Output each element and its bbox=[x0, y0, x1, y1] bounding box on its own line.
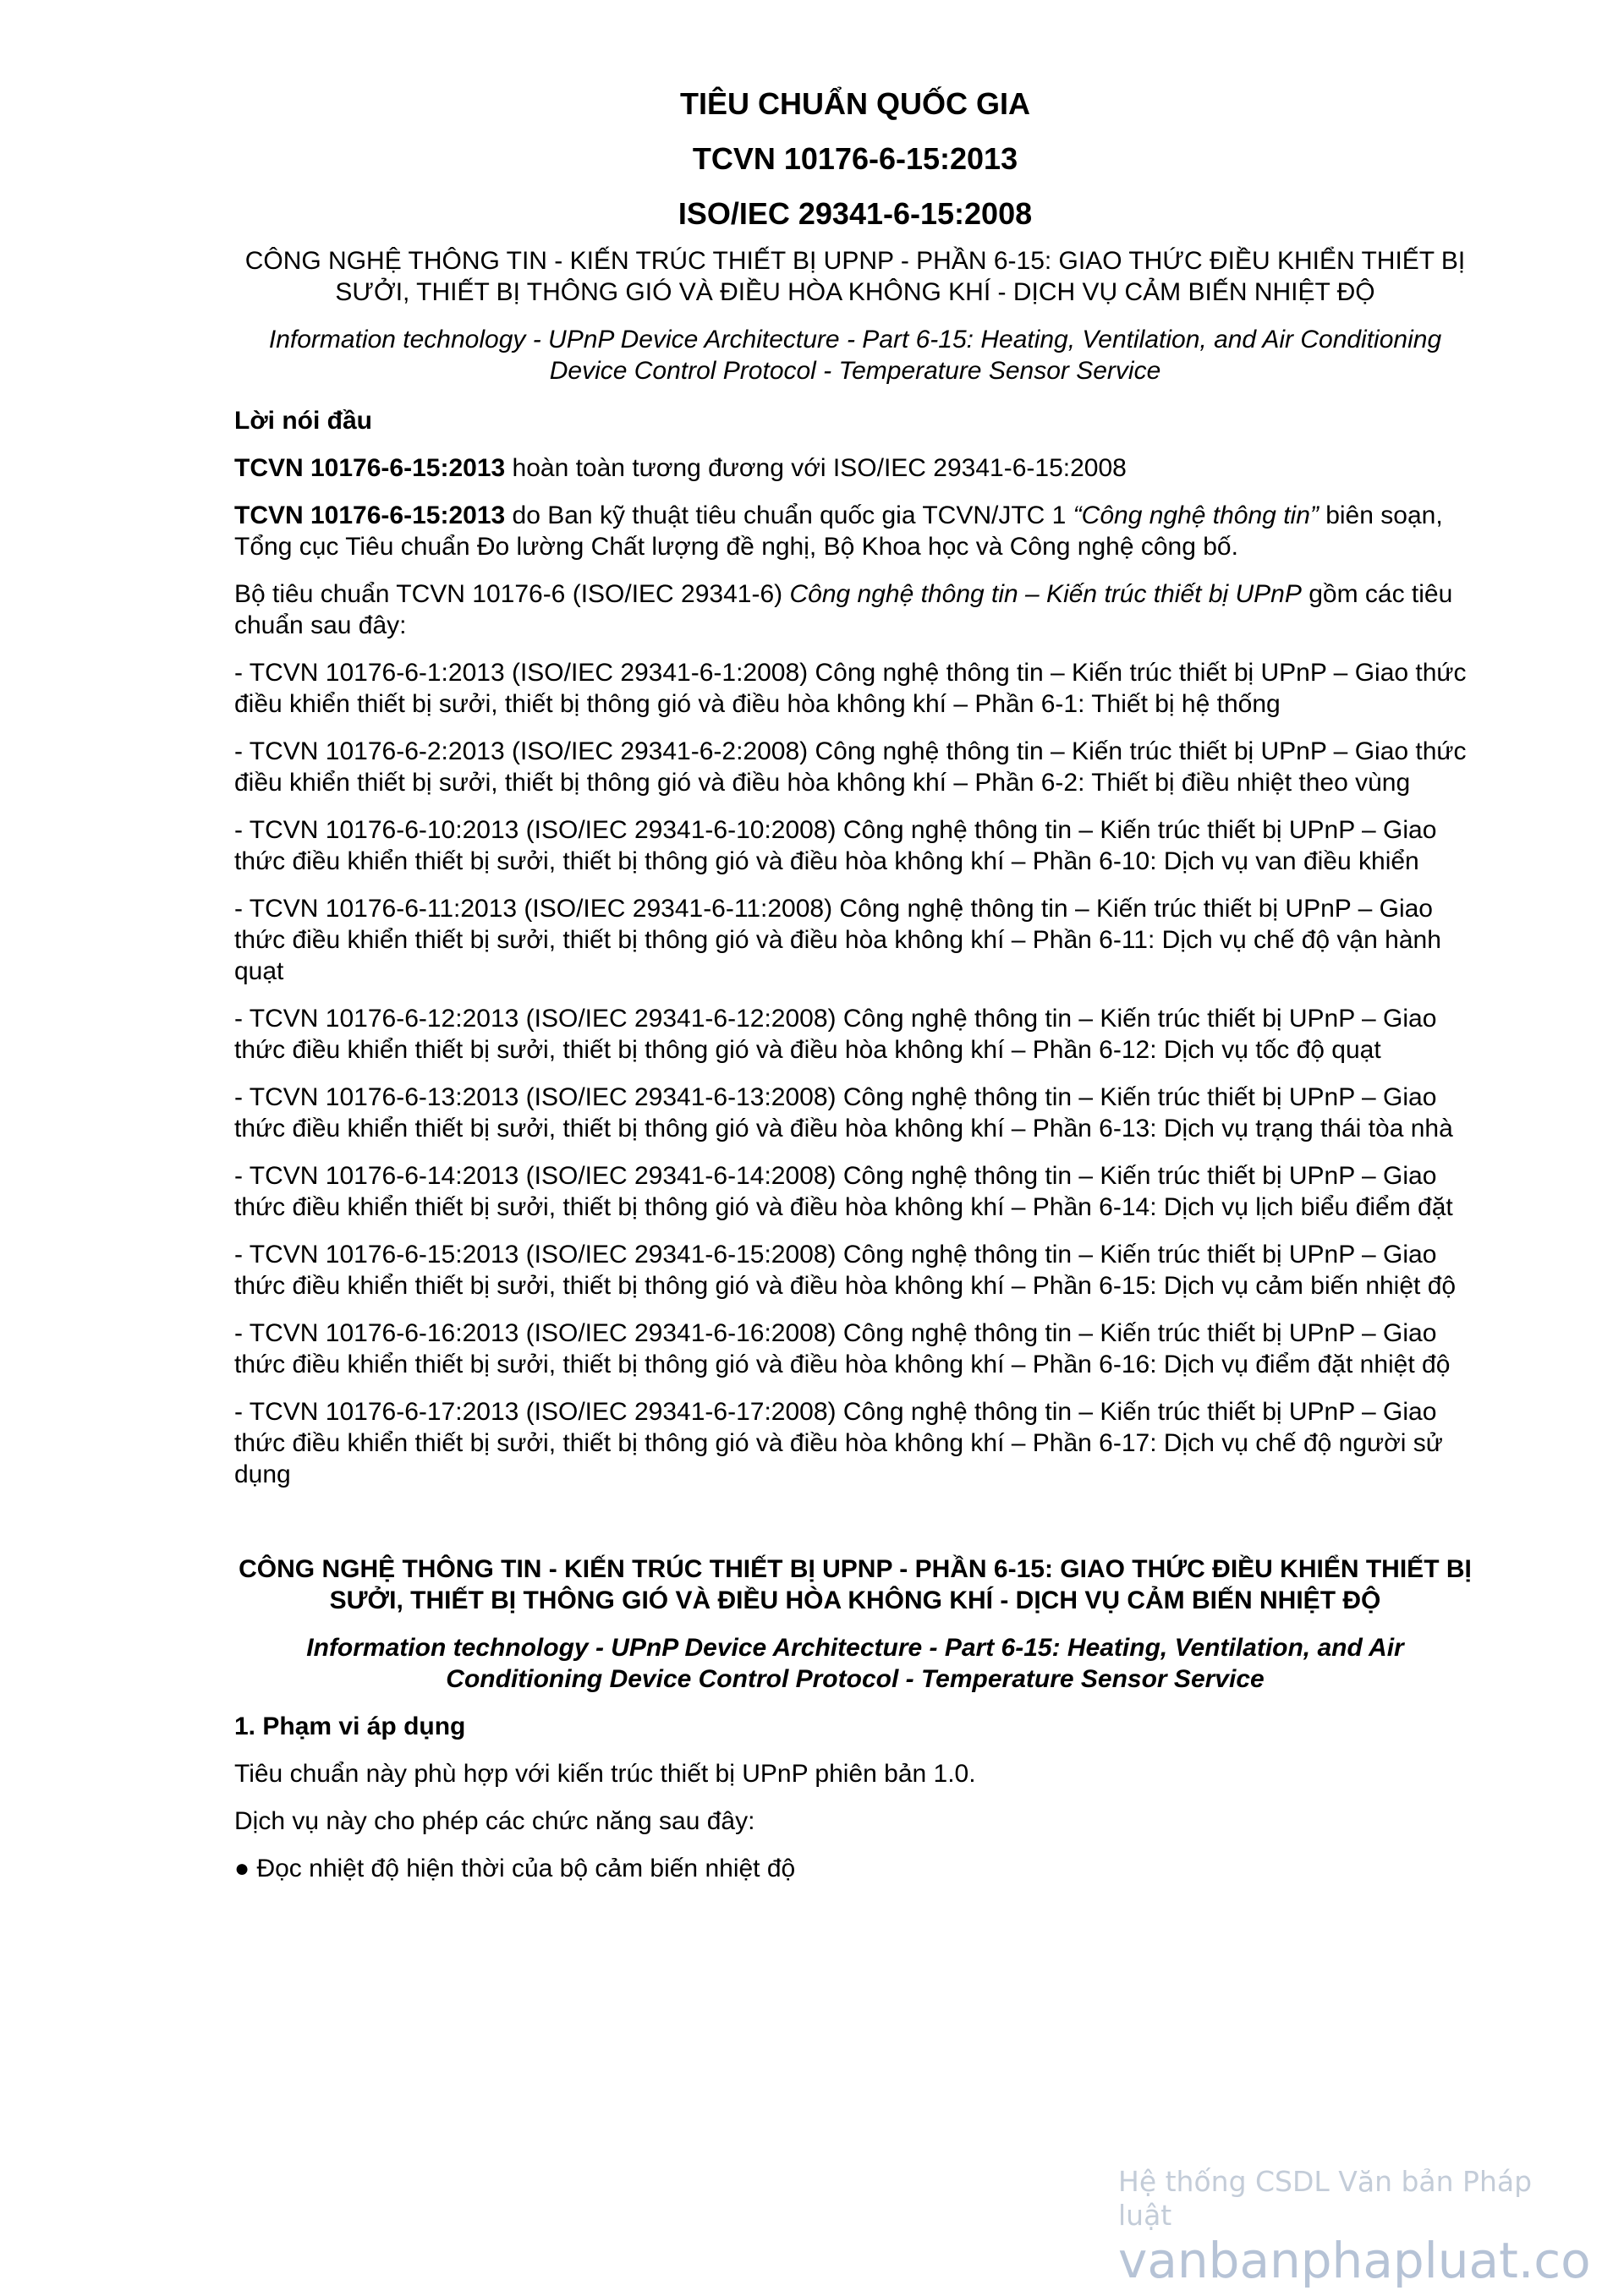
foreword-p2-committee: “Công nghệ thông tin” bbox=[1073, 501, 1319, 529]
list-item: - TCVN 10176-6-14:2013 (ISO/IEC 29341-6-14:2008) Công nghệ thông tin – Kiến trúc thiết bị UPnP – Giao thức điều khiển thiết bị sưởi, thiết bị thông gió và điều hòa không khí – Phần 6-14: Dịch vụ lịch biểu điểm đặt bbox=[234, 1162, 1453, 1221]
foreword-p1-text: hoàn toàn tương đương với ISO/IEC 29341-6-15:2008 bbox=[505, 454, 1127, 482]
doc-subtitle-en: Information technology - UPnP Device Architecture - Part 6-15: Heating, Ventilation, and Air Conditioning Device Control Protocol - Temperature Sensor Service bbox=[268, 326, 1442, 385]
foreword-p1-code: TCVN 10176-6-15:2013 bbox=[234, 454, 506, 482]
section-1-bullet-1: ● Đọc nhiệt độ hiện thời của bộ cảm biến nhiệt độ bbox=[234, 1855, 796, 1882]
doc-title-tcvn: TCVN 10176-6-15:2013 bbox=[692, 141, 1018, 176]
foreword-p3-rest: gồm các tiêu chuẩn sau đây: bbox=[234, 580, 1453, 639]
list-item: - TCVN 10176-6-15:2013 (ISO/IEC 29341-6-15:2008) Công nghệ thông tin – Kiến trúc thiết bị UPnP – Giao thức điều khiển thiết bị sưởi, thiết bị thông gió và điều hòa không khí – Phần 6-15: Dịch vụ cảm biến nhiệt độ bbox=[234, 1241, 1457, 1300]
watermark-line-2: vanbanphapluat.co bbox=[1118, 2232, 1591, 2289]
foreword-p2-rest: biên soạn, Tổng cục Tiêu chuẩn Đo lường Chất lượng đề nghị, Bộ Khoa học và Công nghệ công bố. bbox=[234, 501, 1443, 561]
watermark-line-1: Hệ thống CSDL Văn bản Pháp luật bbox=[1118, 2165, 1533, 2232]
foreword-paragraph-3 bbox=[234, 578, 1476, 641]
section-1-paragraph-2: Dịch vụ này cho phép các chức năng sau đây: bbox=[234, 1807, 755, 1835]
list-item: - TCVN 10176-6-12:2013 (ISO/IEC 29341-6-12:2008) Công nghệ thông tin – Kiến trúc thiết bị UPnP – Giao thức điều khiển thiết bị sưởi, thiết bị thông gió và điều hòa không khí – Phần 6-12: Dịch vụ tốc độ quạt bbox=[234, 1005, 1437, 1064]
list-item: - TCVN 10176-6-17:2013 (ISO/IEC 29341-6-17:2008) Công nghệ thông tin – Kiến trúc thiết bị UPnP – Giao thức điều khiển thiết bị sưởi, thiết bị thông gió và điều hòa không khí – Phần 6-17: Dịch vụ chế độ người sử dụng bbox=[234, 1398, 1443, 1488]
doc-title-iso: ISO/IEC 29341-6-15:2008 bbox=[678, 196, 1033, 231]
foreword-heading: Lời nói đầu bbox=[234, 407, 372, 435]
foreword-paragraph-1 bbox=[234, 452, 1476, 484]
doc-title-standard: TIÊU CHUẨN QUỐC GIA bbox=[680, 86, 1030, 121]
section-1-paragraph-1: Tiêu chuẩn này phù hợp với kiến trúc thiết bị UPnP phiên bản 1.0. bbox=[234, 1760, 976, 1788]
list-item: - TCVN 10176-6-2:2013 (ISO/IEC 29341-6-2:2008) Công nghệ thông tin – Kiến trúc thiết bị UPnP – Giao thức điều khiển thiết bị sưởi, thiết bị thông gió và điều hòa không khí – Phần 6-2: Thiết bị điều nhiệt theo vùng bbox=[234, 737, 1467, 797]
doc-subtitle-vi: CÔNG NGHỆ THÔNG TIN - KIẾN TRÚC THIẾT BỊ UPNP - PHẦN 6-15: GIAO THỨC ĐIỀU KHIỂN THIẾT BỊ SƯỞI, THIẾT BỊ THÔNG GIÓ VÀ ĐIỀU HÒA KHÔNG KHÍ - DỊCH VỤ CẢM BIẾN NHIỆT ĐỘ bbox=[244, 247, 1466, 306]
list-item: - TCVN 10176-6-10:2013 (ISO/IEC 29341-6-10:2008) Công nghệ thông tin – Kiến trúc thiết bị UPnP – Giao thức điều khiển thiết bị sưởi, thiết bị thông gió và điều hòa không khí – Phần 6-10: Dịch vụ van điều khiển bbox=[234, 816, 1437, 875]
foreword-p3-text: Bộ tiêu chuẩn TCVN 10176-6 (ISO/IEC 29341-6) bbox=[234, 580, 790, 608]
section-spacer bbox=[234, 1506, 1476, 1553]
foreword-p3-series: Công nghệ thông tin – Kiến trúc thiết bị UPnP bbox=[789, 580, 1302, 608]
body-title-en: Information technology - UPnP Device Architecture - Part 6-15: Heating, Ventilation, and Air Conditioning Device Control Protocol - Temperature Sensor Service bbox=[306, 1634, 1404, 1693]
list-item: - TCVN 10176-6-1:2013 (ISO/IEC 29341-6-1:2008) Công nghệ thông tin – Kiến trúc thiết bị UPnP – Giao thức điều khiển thiết bị sưởi, thiết bị thông gió và điều hòa không khí – Phần 6-1: Thiết bị hệ thống bbox=[234, 659, 1467, 718]
foreword-p2-text: do Ban kỹ thuật tiêu chuẩn quốc gia TCVN/JTC 1 bbox=[505, 501, 1073, 529]
body-title-vi: CÔNG NGHỆ THÔNG TIN - KIẾN TRÚC THIẾT BỊ UPNP - PHẦN 6-15: GIAO THỨC ĐIỀU KHIỂN THIẾT BỊ SƯỞI, THIẾT BỊ THÔNG GIÓ VÀ ĐIỀU HÒA KHÔNG KHÍ - DỊCH VỤ CẢM BIẾN NHIỆT ĐỘ bbox=[239, 1555, 1472, 1614]
section-1-heading: 1. Phạm vi áp dụng bbox=[234, 1712, 466, 1740]
site-watermark bbox=[1118, 2165, 1592, 2288]
list-item: - TCVN 10176-6-13:2013 (ISO/IEC 29341-6-13:2008) Công nghệ thông tin – Kiến trúc thiết bị UPnP – Giao thức điều khiển thiết bị sưởi, thiết bị thông gió và điều hòa không khí – Phần 6-13: Dịch vụ trạng thái tòa nhà bbox=[234, 1083, 1453, 1143]
foreword-paragraph-2 bbox=[234, 500, 1476, 562]
document-page bbox=[234, 85, 1476, 1900]
list-item: - TCVN 10176-6-11:2013 (ISO/IEC 29341-6-11:2008) Công nghệ thông tin – Kiến trúc thiết bị UPnP – Giao thức điều khiển thiết bị sưởi, thiết bị thông gió và điều hòa không khí – Phần 6-11: Dịch vụ chế độ vận hành quạt bbox=[234, 895, 1441, 985]
foreword-p2-code: TCVN 10176-6-15:2013 bbox=[234, 501, 506, 529]
list-item: - TCVN 10176-6-16:2013 (ISO/IEC 29341-6-16:2008) Công nghệ thông tin – Kiến trúc thiết bị UPnP – Giao thức điều khiển thiết bị sưởi, thiết bị thông gió và điều hòa không khí – Phần 6-16: Dịch vụ điểm đặt nhiệt độ bbox=[234, 1319, 1451, 1378]
